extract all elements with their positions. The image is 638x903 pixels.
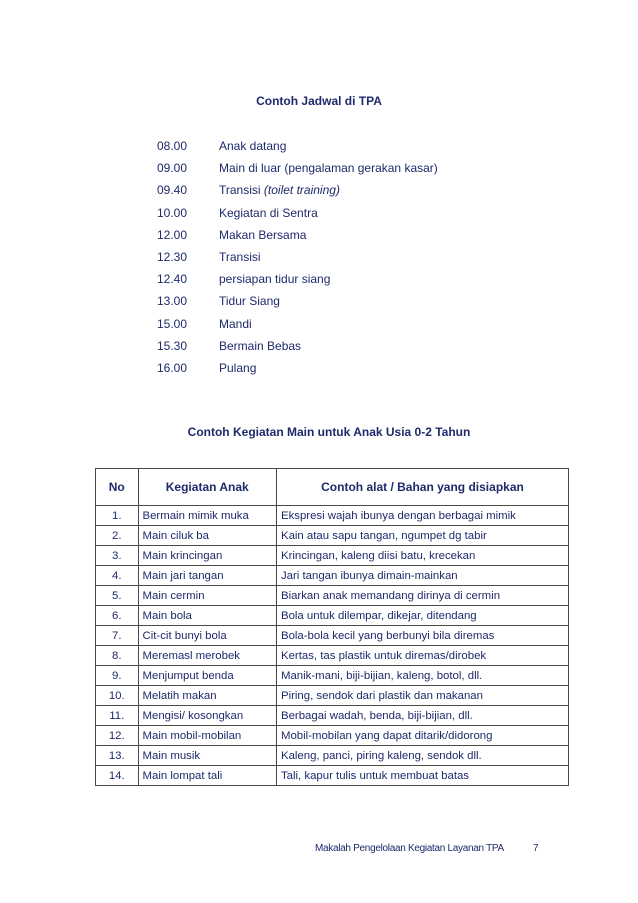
schedule-time: 15.30 — [157, 338, 188, 353]
cell-no: 8. — [96, 646, 139, 666]
cell-alat: Kertas, tas plastik untuk diremas/dirobek — [276, 646, 568, 666]
cell-no: 6. — [96, 606, 139, 626]
cell-alat: Berbagai wadah, benda, biji-bijian, dll. — [276, 706, 568, 726]
cell-alat: Bola-bola kecil yang berbunyi bila diremas — [276, 626, 568, 646]
cell-no: 12. — [96, 726, 139, 746]
cell-kegiatan: Main bola — [138, 606, 276, 626]
cell-kegiatan: Main musik — [138, 746, 276, 766]
header-alat: Contoh alat / Bahan yang disiapkan — [276, 469, 568, 506]
schedule-activity-text: Makan Bersama — [219, 227, 307, 242]
footer-text: Makalah Pengelolaan Kegiatan Layanan TPA — [315, 843, 504, 854]
schedule-time: 08.00 — [157, 139, 188, 153]
activity-table — [95, 468, 569, 786]
schedule-activity-text: Anak datang — [219, 139, 287, 153]
schedule-activity-text: Transisi — [219, 249, 261, 264]
schedule-list — [157, 139, 438, 383]
table-row — [96, 526, 569, 546]
schedule-time: 16.00 — [157, 360, 188, 375]
table-row — [96, 586, 569, 606]
cell-alat: Tali, kapur tulis untuk membuat batas — [276, 766, 568, 786]
table-row — [96, 506, 569, 526]
schedule-activity — [219, 339, 301, 353]
schedule-activity-text: Main di luar (pengalaman gerakan kasar) — [219, 161, 438, 176]
table-row — [96, 746, 569, 766]
schedule-row — [157, 294, 438, 316]
table-row — [96, 546, 569, 566]
cell-kegiatan: Cit-cit bunyi bola — [138, 626, 276, 646]
schedule-time: 09.00 — [157, 161, 188, 176]
table-header-row — [96, 469, 569, 506]
table-row — [96, 626, 569, 646]
table-row — [96, 766, 569, 786]
table-row — [96, 606, 569, 626]
page-number: 7 — [533, 843, 539, 854]
schedule-row — [157, 139, 438, 161]
schedule-activity — [219, 250, 261, 264]
header-kegiatan: Kegiatan Anak — [138, 469, 276, 506]
schedule-time: 10.00 — [157, 205, 188, 220]
cell-alat: Kaleng, panci, piring kaleng, sendok dll. — [276, 746, 568, 766]
cell-kegiatan: Main cermin — [138, 586, 276, 606]
cell-kegiatan: Main lompat tali — [138, 766, 276, 786]
cell-alat: Krincingan, kaleng diisi batu, krecekan — [276, 546, 568, 566]
cell-kegiatan: Main mobil-mobilan — [138, 726, 276, 746]
cell-no: 4. — [96, 566, 139, 586]
cell-alat: Kain atau sapu tangan, ngumpet dg tabir — [276, 526, 568, 546]
schedule-time: 12.30 — [157, 249, 188, 264]
table-row — [96, 726, 569, 746]
cell-kegiatan: Menjumput benda — [138, 666, 276, 686]
table-row — [96, 666, 569, 686]
schedule-time: 12.00 — [157, 227, 188, 242]
schedule-time: 12.40 — [157, 272, 188, 287]
schedule-row — [157, 161, 438, 183]
schedule-activity — [219, 361, 256, 375]
cell-kegiatan: Bermain mimik muka — [138, 506, 276, 526]
cell-kegiatan: Main ciluk ba — [138, 526, 276, 546]
schedule-activity-text: Kegiatan di Sentra — [219, 205, 318, 220]
cell-alat: Mobil-mobilan yang dapat ditarik/didorong — [276, 726, 568, 746]
cell-kegiatan: Main jari tangan — [138, 566, 276, 586]
schedule-activity-text: Bermain Bebas — [219, 338, 302, 353]
table-row — [96, 566, 569, 586]
cell-alat: Piring, sendok dari plastik dan makanan — [276, 686, 568, 706]
schedule-activity — [219, 206, 318, 220]
schedule-row — [157, 183, 438, 205]
cell-no: 14. — [96, 766, 139, 786]
cell-no: 9. — [96, 666, 139, 686]
cell-alat: Ekspresi wajah ibunya dengan berbagai mimik — [276, 506, 568, 526]
cell-kegiatan: Melatih makan — [138, 686, 276, 706]
schedule-activity — [219, 183, 340, 197]
cell-alat: Biarkan anak memandang dirinya di cermin — [276, 586, 568, 606]
schedule-activity — [219, 272, 330, 286]
cell-alat: Bola untuk dilempar, dikejar, ditendang — [276, 606, 568, 626]
schedule-row — [157, 317, 438, 339]
cell-kegiatan: Mengisi/ kosongkan — [138, 706, 276, 726]
schedule-time: 15.00 — [157, 316, 188, 331]
schedule-row — [157, 228, 438, 250]
schedule-row — [157, 250, 438, 272]
schedule-time: 13.00 — [157, 294, 188, 309]
cell-kegiatan: Meremasl merobek — [138, 646, 276, 666]
cell-no: 10. — [96, 686, 139, 706]
cell-no: 1. — [96, 506, 139, 526]
cell-no: 5. — [96, 586, 139, 606]
cell-alat: Jari tangan ibunya dimain-mainkan — [276, 566, 568, 586]
cell-no: 11. — [96, 706, 139, 726]
schedule-activity — [219, 161, 438, 175]
schedule-time: 09.40 — [157, 183, 188, 198]
schedule-activity — [219, 228, 306, 242]
table-row — [96, 646, 569, 666]
cell-alat: Manik-mani, biji-bijian, kaleng, botol, dll. — [276, 666, 568, 686]
table-row — [96, 706, 569, 726]
schedule-activity — [219, 294, 280, 308]
schedule-activity — [219, 139, 286, 153]
schedule-activity-text: Mandi — [219, 316, 252, 331]
schedule-activity-text: Tidur Siang — [219, 294, 280, 309]
cell-no: 13. — [96, 746, 139, 766]
schedule-row — [157, 272, 438, 294]
cell-no: 3. — [96, 546, 139, 566]
cell-no: 2. — [96, 526, 139, 546]
header-no: No — [96, 469, 139, 506]
schedule-activity — [219, 317, 252, 331]
cell-no: 7. — [96, 626, 139, 646]
table-row — [96, 686, 569, 706]
schedule-activity-text: Transisi — [219, 183, 264, 198]
cell-kegiatan: Main krincingan — [138, 546, 276, 566]
schedule-row — [157, 339, 438, 361]
schedule-activity-text: Pulang — [219, 360, 257, 375]
schedule-row — [157, 361, 438, 383]
schedule-activity-text: persiapan tidur siang — [219, 272, 331, 287]
table-title: Contoh Kegiatan Main untuk Anak Usia 0-2 Tahun — [187, 425, 471, 439]
schedule-activity-note: (toilet training) — [263, 183, 340, 198]
schedule-row — [157, 206, 438, 228]
schedule-title: Contoh Jadwal di TPA — [256, 94, 382, 108]
